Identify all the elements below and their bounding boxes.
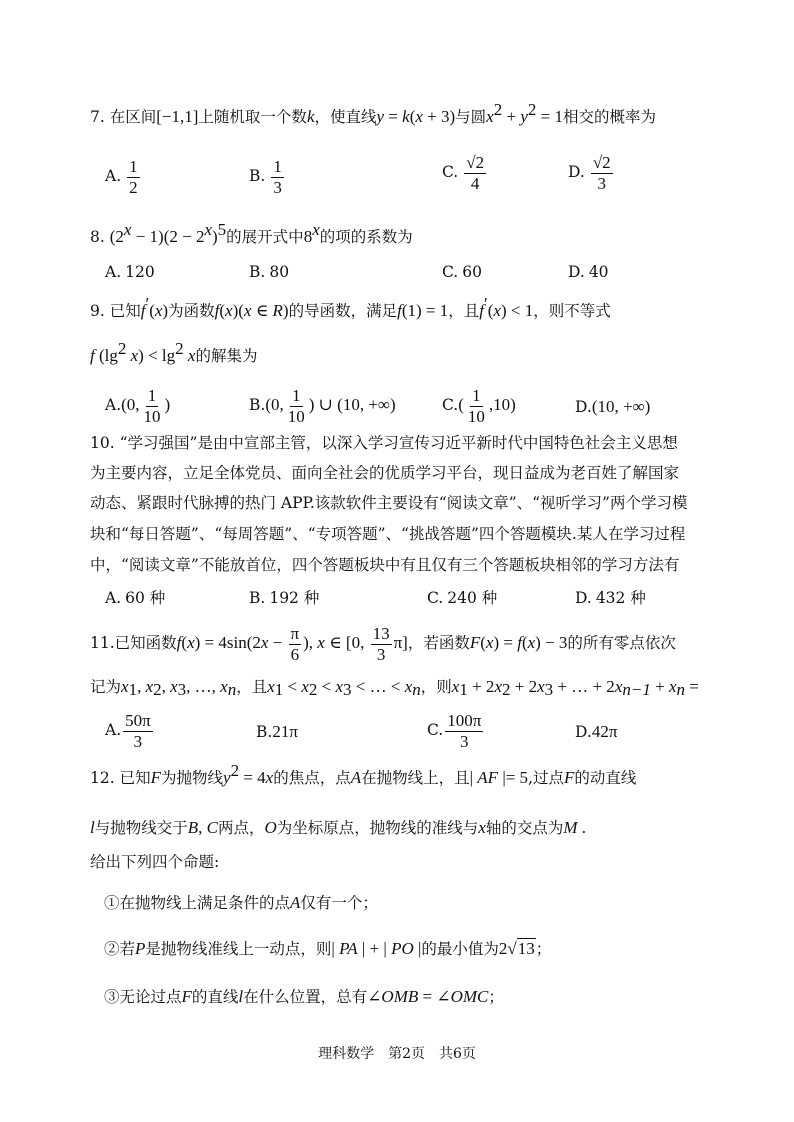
q9-number: 9. bbox=[90, 302, 105, 320]
q11-option-a: A. $\frac{50\pi}{3}$ bbox=[105, 711, 151, 751]
q7-option-b: B. $\frac{1}{3}$ bbox=[249, 157, 282, 197]
q9-option-d: D.(10, +∞) bbox=[575, 397, 651, 416]
q12-number: 12. bbox=[90, 769, 115, 787]
question-10-line-3: 动态、紧跟时代脉搏的热门 APP.该款软件主要设有“阅读文章”、“视听学习”两个学习模 bbox=[90, 494, 688, 512]
q8-option-d: D. 40 bbox=[568, 263, 609, 281]
q8-option-b: B. 80 bbox=[249, 263, 290, 281]
question-7-stem: 7. 在区间[−1,1]上随机取一个数k，使直线y = k(x + 3)与圆$x^2 + y^2 = 1$相交的概率为 bbox=[90, 100, 656, 126]
page-footer: 理科数学 第2页 共6页 bbox=[318, 1046, 476, 1062]
q11-option-d: D.42π bbox=[575, 722, 618, 741]
question-8-stem: 8. $(2^x - 1)(2 - 2^x)^5$的展开式中8$^x$的项的系数为 bbox=[90, 220, 413, 246]
q8-option-c: C. 60 bbox=[442, 263, 482, 281]
q9-option-b: B.(0, $\frac{1}{10}$ ) ∪ (10, +∞) bbox=[249, 386, 396, 426]
q11-number: 11. bbox=[90, 634, 115, 653]
q12-proposition-2: ②若P是抛物线准线上一动点，则| PA | + | PO |的最小值为2√13； bbox=[104, 939, 552, 958]
question-11-stem: 11.已知函数f(x) = 4sin(2x − $\frac{\pi}{6}$ ), x ∈ [0, $\frac{13}{3}$ π]，若函数F(x) = f(x) − 3的所有零点依次 bbox=[90, 624, 676, 664]
q12-proposition-1: ①在抛物线上满足条件的点A仅有一个； bbox=[104, 893, 378, 912]
question-10-line-4: 块和“每日答题”、“每周答题”、“专项答题”、“挑战答题”四个答题模块.某人在学习过程 bbox=[90, 525, 686, 543]
question-10-line-1: 10. “学习强国”是由中宣部主管，以深入学习宣传习近平新时代中国特色社会主义思想 bbox=[90, 434, 678, 452]
question-12-stem-2: l与抛物线交于B, C两点，O为坐标原点，抛物线的准线与x轴的交点为M . bbox=[90, 818, 587, 837]
q9-option-c: C.( $\frac{1}{10}$ ,10) bbox=[442, 386, 516, 426]
question-9-stem-2: f ($\lg^2$ $x) < \lg^2 x$的解集为 bbox=[90, 339, 258, 365]
q9-option-a: A.(0, $\frac{1}{10}$ ) bbox=[105, 386, 171, 426]
q7-option-d: D. $\frac{√2}{3}$ bbox=[568, 153, 611, 193]
q7-option-a: A. $\frac{1}{2}$ bbox=[105, 157, 138, 197]
q12-given-heading: 给出下列四个命题: bbox=[90, 853, 220, 871]
question-12-stem: 12. 已知F为抛物线$y^2 = 4x$的焦点，点A在抛物线上，且| AF |= 5,过点F的动直线 bbox=[90, 761, 637, 787]
q11-option-b: B.21π bbox=[256, 722, 298, 741]
q10-option-a: A. 60 种 bbox=[105, 589, 166, 607]
q11-option-c: C. $\frac{100\pi}{3}$ bbox=[427, 711, 482, 751]
q10-option-d: D. 432 种 bbox=[575, 589, 646, 607]
question-10-line-5: 中，“阅读文章”不能放首位，四个答题板块中有且仅有三个答题板块相邻的学习方法有 bbox=[90, 556, 680, 574]
q7-number: 7. bbox=[90, 108, 105, 126]
q8-option-a: A. 120 bbox=[105, 263, 155, 281]
question-10-line-2: 为主要内容，立足全体党员、面向全社会的优质学习平台，现日益成为老百姓了解国家 bbox=[90, 464, 680, 482]
q12-proposition-3: ③无论过点F的直线l在什么位置，总有∠OMB = ∠OMC； bbox=[104, 987, 504, 1006]
q7-option-c: C. $\frac{√2}{4}$ bbox=[442, 153, 485, 193]
q10-option-b: B. 192 种 bbox=[249, 589, 320, 607]
question-11-stem-2: 记为$x_1$, $x_2$, $x_3$, …, $x_n$，且$x_1 < x_2 < x_3$ < … < $x_n$，则$x_1 + 2x_2 + 2x_3$ + … + $2x_{n-1} + x_n$ = bbox=[90, 677, 699, 699]
q10-option-c: C. 240 种 bbox=[427, 589, 498, 607]
question-9-stem: 9. 已知f′(x)为函数f(x)(x ∈ R)的导函数，满足f(1) = 1，且f′(x) < 1，则不等式 bbox=[90, 294, 611, 320]
q8-number: 8. bbox=[90, 228, 105, 246]
